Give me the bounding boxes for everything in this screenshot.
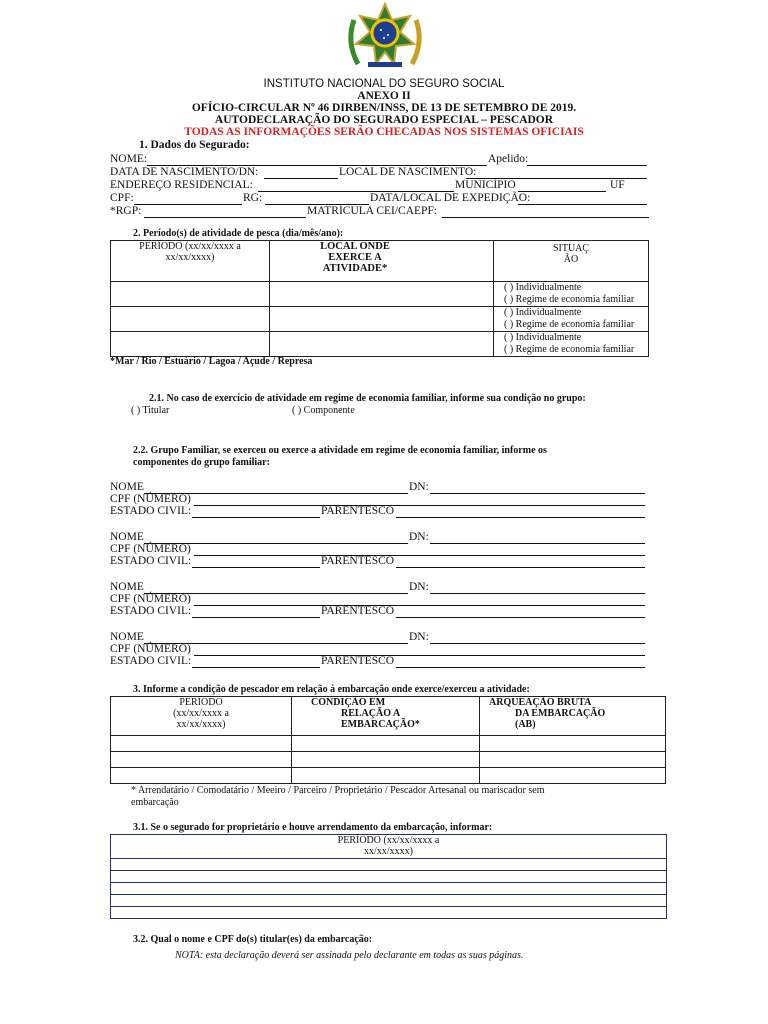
col-local-header-text: LOCAL ONDE EXERCE A ATIVIDADE* bbox=[320, 241, 390, 274]
family-estado-civil-label: ESTADO CIVIL: bbox=[110, 655, 192, 667]
section31-title: 3.1. Se o segurado for proprietário e houve arrendamento da embarcação, informar: bbox=[133, 822, 493, 833]
table-cell[interactable] bbox=[480, 736, 666, 752]
family-dn-field[interactable] bbox=[430, 643, 645, 644]
local-cell[interactable] bbox=[270, 332, 494, 357]
municipio-field[interactable] bbox=[518, 191, 606, 192]
institute-name: INSTITUTO NACIONAL DO SEGURO SOCIAL bbox=[263, 78, 505, 90]
rg-label: RG: bbox=[243, 192, 263, 204]
section2-title: 2. Período(s) de atividade de pesca (dia/mês/ano): bbox=[133, 228, 344, 239]
family-parentesco-label: PARENTESCO bbox=[321, 655, 395, 667]
local-cell[interactable] bbox=[270, 307, 494, 332]
municipio-label: MUNICÍPIO bbox=[455, 179, 516, 191]
table-cell[interactable] bbox=[111, 895, 667, 907]
brasil-coat-of-arms-emblem bbox=[340, 2, 430, 74]
table-cell[interactable] bbox=[111, 859, 667, 871]
col-situacao-line2: ÃO bbox=[563, 254, 579, 265]
opt-regime[interactable]: ( ) Regime de economia familiar bbox=[504, 344, 635, 355]
col-periodo-header bbox=[111, 697, 292, 736]
family-cpf-label: CPF (NÚMERO) bbox=[110, 543, 191, 555]
expedicao-field[interactable] bbox=[518, 204, 647, 205]
family-estado-civil-field[interactable] bbox=[192, 617, 320, 618]
warning-text: TODAS AS INFORMAÇÕES SERÃO CHECADAS NOS SISTEMAS OFICIAIS bbox=[184, 126, 584, 138]
family-nome-label: NOME bbox=[110, 631, 144, 643]
family-estado-civil-field[interactable] bbox=[192, 667, 320, 668]
section32-title: 3.2. Qual o nome e CPF do(s) titular(es) da embarcação: bbox=[133, 934, 373, 945]
signature-note: NOTA: esta declaração deverá ser assinada pelo declarante em todas as suas páginas. bbox=[175, 950, 524, 961]
family-cpf-field[interactable] bbox=[194, 655, 645, 656]
table-cell[interactable] bbox=[111, 883, 667, 895]
table-cell[interactable] bbox=[480, 752, 666, 768]
annex-label: ANEXO II bbox=[357, 90, 411, 102]
local-nascimento-label: LOCAL DE NASCIMENTO: bbox=[339, 166, 477, 178]
col-arqueacao-line3: (AB) bbox=[515, 719, 536, 730]
table-cell[interactable] bbox=[111, 752, 292, 768]
family-cpf-label: CPF (NÚMERO) bbox=[110, 593, 191, 605]
col-local-header bbox=[270, 241, 494, 282]
opt-regime[interactable]: ( ) Regime de economia familiar bbox=[504, 294, 635, 305]
col-periodo-line2: xx/xx/xxxx) bbox=[364, 846, 413, 857]
periodo-cell[interactable] bbox=[111, 307, 270, 332]
family-dn-field[interactable] bbox=[430, 493, 645, 494]
section2-footnote: *Mar / Rio / Estuário / Lagoa / Açude / Represa bbox=[110, 356, 313, 367]
table-cell[interactable] bbox=[111, 871, 667, 883]
section3-footnote-line1: * Arrendatário / Comodatário / Meeiro / Parceiro / Proprietário / Pescador Artesanal ou mariscador sem bbox=[131, 785, 545, 796]
col-condicao-line1: CONDIÇÃO EM bbox=[311, 697, 386, 708]
family-parentesco-field[interactable] bbox=[396, 617, 645, 618]
lease-table bbox=[110, 834, 667, 919]
col-arqueacao-line1: ARQUEAÇÃO BRUTA bbox=[489, 697, 592, 708]
table-cell[interactable] bbox=[111, 768, 292, 784]
section3-footnote-line2: embarcação bbox=[131, 797, 179, 808]
table-cell[interactable] bbox=[111, 907, 667, 919]
family-cpf-field[interactable] bbox=[194, 505, 645, 506]
situacao-cell bbox=[494, 282, 649, 307]
rgp-field[interactable] bbox=[144, 217, 306, 218]
matricula-field[interactable] bbox=[442, 217, 649, 218]
col-arqueacao-line2: DA EMBARCAÇÃO bbox=[515, 708, 606, 719]
apelido-field[interactable] bbox=[527, 165, 647, 166]
oficio-circular: OFÍCIO-CIRCULAR Nº 46 DIRBEN/INSS, DE 13 DE SETEMBRO DE 2019. bbox=[191, 102, 577, 114]
family-estado-civil-field[interactable] bbox=[192, 517, 320, 518]
cpf-label: CPF: bbox=[110, 192, 134, 204]
activity-periods-table bbox=[110, 240, 649, 357]
col-condicao-line3: EMBARCAÇÃO* bbox=[341, 719, 420, 730]
situacao-cell bbox=[494, 307, 649, 332]
table-cell[interactable] bbox=[292, 768, 480, 784]
col-periodo-line3: xx/xx/xxxx) bbox=[176, 719, 226, 730]
family-parentesco-field[interactable] bbox=[396, 567, 645, 568]
document-title: AUTODECLARAÇÃO DO SEGURADO ESPECIAL – PESCADOR bbox=[214, 114, 554, 126]
col-situacao-header bbox=[494, 241, 649, 282]
section1-title: 1. Dados do Segurado: bbox=[139, 139, 250, 151]
family-estado-civil-label: ESTADO CIVIL: bbox=[110, 555, 192, 567]
opt-individual[interactable]: ( ) Individualmente bbox=[504, 307, 582, 318]
section21-title: 2.1. No caso de exercício de atividade em regime de economia familiar, informe sua condição no grupo: bbox=[149, 393, 586, 404]
section22-title-line1: 2.2. Grupo Familiar, se exerceu ou exerce a atividade em regime de economia familiar, informe os bbox=[133, 445, 547, 456]
col-periodo-line1: PERÍODO (xx/xx/xxxx a bbox=[337, 835, 440, 846]
family-cpf-label: CPF (NÚMERO) bbox=[110, 643, 191, 655]
col-arqueacao-header bbox=[480, 697, 666, 736]
section3-title: 3. Informe a condição de pescador em relação à embarcação onde exerce/exerceu a atividade: bbox=[133, 684, 530, 695]
table-cell[interactable] bbox=[292, 736, 480, 752]
expedicao-label: DATA/LOCAL DE EXPEDIÇÃO: bbox=[370, 192, 531, 204]
family-estado-civil-label: ESTADO CIVIL: bbox=[110, 505, 192, 517]
family-dn-label: DN: bbox=[409, 631, 429, 643]
matricula-label: MATRÍCULA CEI/CAEPF: bbox=[307, 205, 438, 217]
family-dn-label: DN: bbox=[409, 581, 429, 593]
family-parentesco-label: PARENTESCO bbox=[321, 605, 395, 617]
family-parentesco-label: PARENTESCO bbox=[321, 505, 395, 517]
uf-label: UF bbox=[610, 179, 625, 191]
col-condicao-header bbox=[292, 697, 480, 736]
family-parentesco-field[interactable] bbox=[396, 517, 645, 518]
nascimento-field[interactable] bbox=[264, 178, 338, 179]
nascimento-label: DATA DE NASCIMENTO/DN: bbox=[110, 166, 259, 178]
family-estado-civil-field[interactable] bbox=[192, 567, 320, 568]
col-periodo-line2: (xx/xx/xxxx a bbox=[173, 708, 229, 719]
family-cpf-label: CPF (NÚMERO) bbox=[110, 493, 191, 505]
family-nome-label: NOME bbox=[110, 581, 144, 593]
family-dn-label: DN: bbox=[409, 531, 429, 543]
col-situacao-line1: SITUAÇ bbox=[552, 243, 590, 254]
opt-individual[interactable]: ( ) Individualmente bbox=[504, 332, 582, 343]
family-dn-label: DN: bbox=[409, 481, 429, 493]
opt-regime[interactable]: ( ) Regime de economia familiar bbox=[504, 319, 635, 330]
family-cpf-field[interactable] bbox=[194, 555, 645, 556]
nome-label: NOME: bbox=[110, 153, 148, 165]
periodo-cell[interactable] bbox=[111, 282, 270, 307]
opt-individual[interactable]: ( ) Individualmente bbox=[504, 282, 582, 293]
family-parentesco-field[interactable] bbox=[396, 667, 645, 668]
table-cell[interactable] bbox=[480, 768, 666, 784]
endereco-label: ENDEREÇO RESIDENCIAL: bbox=[110, 179, 253, 191]
apelido-label: Apelido: bbox=[488, 153, 529, 165]
family-nome-label: NOME bbox=[110, 531, 144, 543]
situacao-cell bbox=[494, 332, 649, 357]
opt-titular[interactable]: ( ) Titular bbox=[131, 405, 170, 416]
table-cell[interactable] bbox=[111, 736, 292, 752]
cpf-field[interactable] bbox=[134, 204, 242, 205]
local-cell[interactable] bbox=[270, 282, 494, 307]
rgp-label: *RGP: bbox=[110, 205, 142, 217]
col-periodo-header bbox=[111, 835, 667, 859]
section22-title-line2: componentes do grupo familiar: bbox=[133, 457, 270, 468]
col-condicao-line2: RELAÇÃO A bbox=[341, 708, 401, 719]
opt-componente[interactable]: ( ) Componente bbox=[292, 405, 355, 416]
periodo-cell[interactable] bbox=[111, 332, 270, 357]
family-dn-field[interactable] bbox=[430, 543, 645, 544]
col-periodo-line1: PERÍODO bbox=[179, 697, 223, 708]
vessel-table bbox=[110, 696, 666, 784]
col-periodo-header: PERÍODO (xx/xx/xxxx a xx/xx/xxxx) bbox=[111, 241, 270, 282]
family-dn-field[interactable] bbox=[430, 593, 645, 594]
family-parentesco-label: PARENTESCO bbox=[321, 555, 395, 567]
table-cell[interactable] bbox=[292, 752, 480, 768]
family-estado-civil-label: ESTADO CIVIL: bbox=[110, 605, 192, 617]
family-cpf-field[interactable] bbox=[194, 605, 645, 606]
family-nome-label: NOME bbox=[110, 481, 144, 493]
